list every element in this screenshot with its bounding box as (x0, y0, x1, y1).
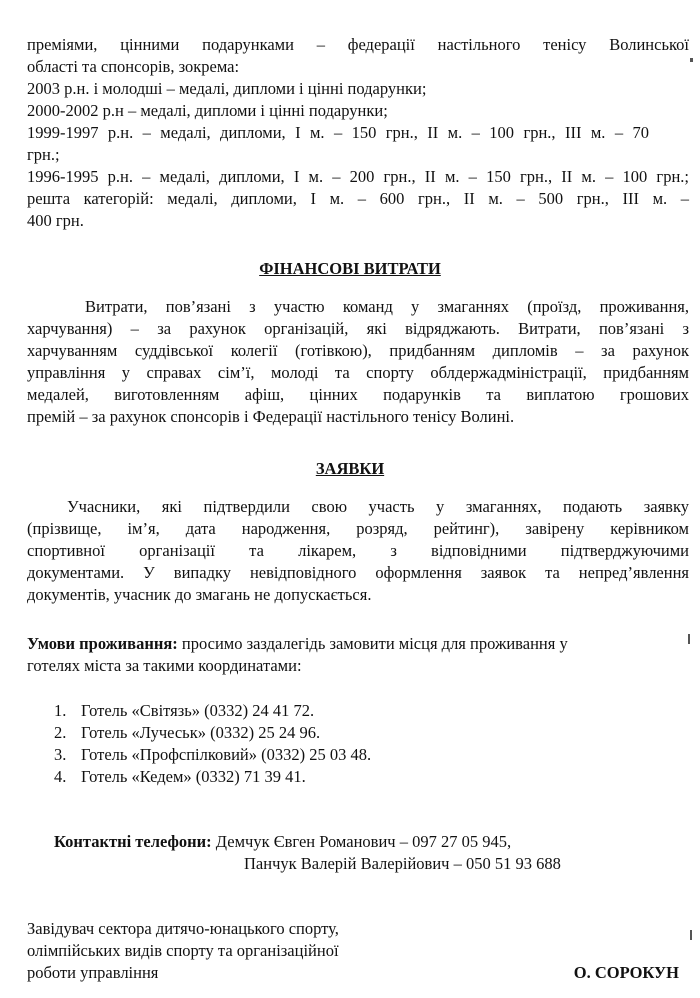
prizes-line: області та спонсорів, зокрема: (27, 57, 240, 76)
expenses-line: харчування) – за рахунок організацій, які відряджають. Витрати, пов’язані з (27, 319, 689, 338)
list-number: 2. (54, 723, 67, 742)
signature-section (27, 918, 689, 984)
expenses-heading: ФІНАНСОВІ ВИТРАТИ (259, 259, 441, 278)
contacts-section (54, 831, 674, 875)
expenses-line: Витрати, пов’язані з участю команд у змаганнях (проїзд, проживання, (85, 297, 689, 316)
prizes-line: грн.; (27, 145, 60, 164)
list-item (54, 744, 654, 766)
accommodation-text: просимо заздалегідь замовити місця для проживання у (177, 634, 568, 653)
expenses-line: управління у справах сім’ї, молоді та спорту облдержадміністрації, придбанням (27, 363, 689, 382)
prizes-line: 1996-1995 р.н. – медалі, дипломи, І м. – 200 грн., ІІ м. – 150 грн., ІІ м. – 100 грн.; (27, 167, 689, 186)
contact-1: Демчук Євген Романович – 097 27 05 945, (211, 832, 512, 851)
prizes-line: 2000-2002 р.н – медалі, дипломи і цінні подарунки; (27, 101, 388, 120)
scan-speck (690, 930, 692, 940)
applications-line: документів, учасник до змагань не допускається. (27, 585, 372, 604)
applications-heading: ЗАЯВКИ (315, 459, 385, 478)
hotels-list (54, 700, 654, 788)
expenses-line: харчуванням суддівської колегії (готівкою), придбанням дипломів – за рахунок (27, 341, 689, 360)
scan-speck (688, 634, 690, 644)
list-item (54, 766, 654, 788)
list-item (54, 722, 654, 744)
accommodation-section (27, 633, 689, 677)
hotel-text: Готель «Лучеськ» (0332) 25 24 96. (81, 723, 321, 742)
accommodation-line: готелях міста за такими координатами: (27, 656, 302, 675)
accommodation-line (27, 633, 689, 655)
contacts-line (54, 831, 674, 853)
expenses-section (27, 296, 689, 428)
expenses-line: премій – за рахунок спонсорів і Федерації настільного тенісу Волині. (27, 407, 515, 426)
prizes-line: 2003 р.н. і молодші – медалі, дипломи і цінні подарунки; (27, 79, 427, 98)
signature-line: роботи управління (27, 963, 159, 982)
hotel-text: Готель «Профспілковий» (0332) 25 03 48. (81, 745, 372, 764)
applications-line: документами. У випадку невідповідного оформлення заявок та непред’явлення (27, 563, 689, 582)
list-number: 3. (54, 745, 67, 764)
prizes-line: решта категорій: медалі, дипломи, І м. – 600 грн., ІІ м. – 500 грн., ІІІ м. – (27, 189, 689, 208)
applications-section (27, 496, 689, 606)
list-number: 4. (54, 767, 67, 786)
applications-line: Учасники, які підтвердили свою участь у змаганнях, подають заявку (67, 497, 689, 516)
applications-line: (прізвище, ім’я, дата народження, розряд, рейтинг), завірену керівником (27, 519, 689, 538)
list-number: 1. (54, 701, 67, 720)
contacts-label: Контактні телефони: (54, 832, 212, 851)
accommodation-label: Умови проживання: (27, 634, 178, 653)
contact-2: Панчук Валерій Валерійович – 050 51 93 688 (244, 854, 561, 873)
prizes-section (27, 34, 689, 232)
signer-name: О. СОРОКУН (573, 963, 679, 982)
prizes-line: 400 грн. (27, 211, 84, 230)
prizes-line: преміями, цінними подарунками – федерації настільного тенісу Волинської (27, 35, 689, 54)
applications-line: спортивної організації та лікарем, з відповідними підтверджуючими (27, 541, 689, 560)
list-item (54, 700, 654, 722)
hotel-text: Готель «Світязь» (0332) 24 41 72. (81, 701, 315, 720)
prizes-line: 1999-1997 р.н. – медалі, дипломи, І м. – 150 грн., ІІ м. – 100 грн., ІІІ м. – 70 (27, 123, 649, 142)
signature-line: олімпійських видів спорту та організаційної (27, 941, 339, 960)
signature-line: Завідувач сектора дитячо-юнацького спорту, (27, 919, 339, 938)
expenses-line: медалей, виготовленням афіш, цінних подарунків та виплатою грошових (27, 385, 689, 404)
hotel-text: Готель «Кедем» (0332) 71 39 41. (81, 767, 306, 786)
scan-speck (690, 58, 693, 62)
